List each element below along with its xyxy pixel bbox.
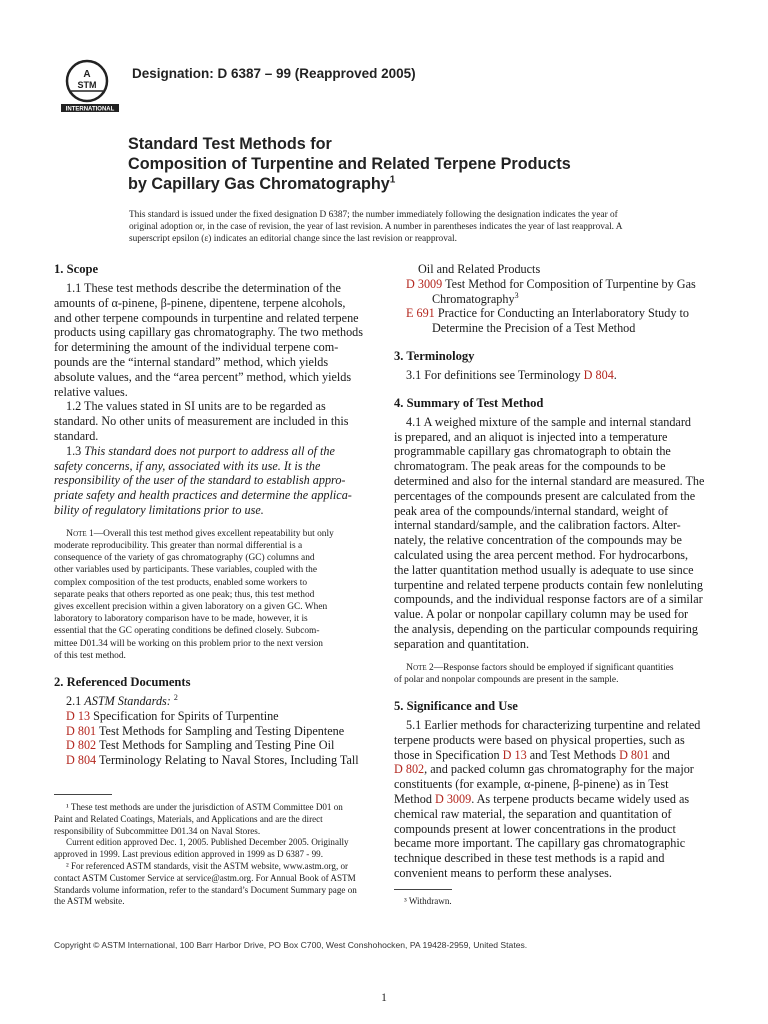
- paragraph-5-1: 5.1 Earlier methods for characterizing turpentine and related terpene products were based on physical properties, such as those in Specification D 13 and Test Methods D 801 and D 802, and packed column gas chromatography for the major constituents (for example, α-pinene, β-pinene) as in Test Method D 3009. As terpene products became widely used as chemical raw material, the separation and quantitation of compounds present at lower concentrations in the product became more important. The capillary gas chromatographic technique described in these test methods is a rapid and convenient means to perform these analyses.: [394, 717, 701, 880]
- reference-link-d13[interactable]: D 13: [66, 708, 91, 723]
- reference-link-d3009-sig[interactable]: D 3009: [434, 791, 472, 806]
- svg-text:INTERNATIONAL: INTERNATIONAL: [65, 106, 115, 113]
- astm-logo: [61, 57, 119, 117]
- title-line-1: Standard Test Methods for: [128, 135, 332, 153]
- reference-item: D 804 Terminology Relating to Naval Stores, Including Tall: [66, 753, 359, 768]
- copyright-notice: Copyright © ASTM International, 100 Barr Harbor Drive, PO Box C700, West Conshohocken, PA 19428-2959, United States.: [54, 940, 528, 950]
- page-number: 1: [381, 992, 387, 1004]
- reference-link-d802[interactable]: D 802: [66, 738, 97, 753]
- referenced-documents-list: [54, 694, 374, 768]
- title-line-2: Composition of Turpentine and Related Terpene Products: [128, 155, 571, 173]
- section-heading-summary: 4. Summary of Test Method: [394, 395, 544, 410]
- note-2: Note 2—Response factors should be employed if significant quantities of polar and nonpolar compounds are present in the sample.: [394, 661, 674, 685]
- section-heading-scope: 1. Scope: [54, 262, 99, 276]
- reference-link-d13-sig[interactable]: D 13: [502, 747, 527, 762]
- footnote-divider-right: [394, 889, 452, 890]
- section-heading-referenced-documents: 2. Referenced Documents: [54, 674, 191, 689]
- issue-note: This standard is issued under the fixed designation D 6387; the number immediately following the designation indicates the year of original adoption or, in the case of revision, the year of last revision. A number in parentheses indicates the year of last reapproval. A superscript epsilon (ε) indicates an editorial change since the last revision or reapproval.: [129, 210, 623, 245]
- document-title: [128, 134, 688, 194]
- designation: Designation: D 6387 – 99 (Reapproved 2005): [132, 66, 416, 81]
- title-line-3: by Capillary Gas Chromatography$^1$: [128, 174, 396, 193]
- reference-link-d804[interactable]: D 804: [66, 753, 97, 768]
- footnotes-left: ¹ These test methods are under the jurisdiction of ASTM Committee D01 on Paint and Related Coatings, Materials, and Applications and are the direct responsibility of Subcommittee D01.34 on Naval Stores. Current edition approved Dec. 1, 2005. Published December 2005. Originally approved in 1999. Last previous edition approved in 1999 as D 6387 - 99. ² For referenced ASTM standards, visit the ASTM website, www.astm.org, or contact ASTM Customer Service at service@astm.org. For Annual Book of ASTM Standards volume information, refer to the standard’s Document Summary page on the ASTM website.: [54, 802, 357, 907]
- reference-link-d804-terminology[interactable]: D 804: [583, 367, 614, 382]
- reference-item: D 802 Test Methods for Sampling and Testing Pine Oil: [66, 738, 335, 753]
- section-heading-terminology: 3. Terminology: [394, 348, 475, 363]
- reference-item: D 801 Test Methods for Sampling and Testing Dipentene: [66, 723, 345, 738]
- reference-link-d801-sig[interactable]: D 801: [619, 747, 650, 762]
- footnote-divider: [54, 794, 112, 795]
- paragraph-3-1: 3.1 For definitions see Terminology D 804.: [406, 367, 617, 382]
- paragraph-1-3: 1.3 This standard does not purport to address all of the safety concerns, if any, associated with its use. It is the responsibility of the user of the standard to establish appro- priate safety and health practices and determine the applica- bility of regulatory limitations prior to use.: [54, 443, 352, 517]
- reference-link-e691[interactable]: E 691: [406, 306, 435, 321]
- reference-item: D 3009 Test Method for Composition of Turpentine by Gas Chromatography$^3$: [406, 276, 696, 306]
- astm-standards-label: 2.1 ASTM Standards: $^2$: [66, 692, 178, 708]
- footnote-right: ³ Withdrawn.: [404, 896, 452, 906]
- svg-text:A: A: [83, 69, 91, 80]
- referenced-documents-continued: [394, 262, 712, 336]
- paragraph-1-1: 1.1 These test methods describe the determination of the amounts of α-pinene, β-pinene, dipentene, terpene alcohols, and other terpene compounds in turpentine and related terpene products using capillary gas chromatography. The two methods for determining the amount of the individual terpene com- pounds are the “internal standard” method, which yields absolute values, and the “area percent” method, which yields relative values.: [54, 281, 364, 399]
- reference-link-d3009[interactable]: D 3009: [406, 276, 443, 291]
- note-1: Note 1—Overall this test method gives excellent repeatability but only moderate reproducibility. This greater than normal differential is a consequence of the variety of gas chromatography (GC) columns and other variables used by participants. These variables, coupled with the complex composition of the test products, enabled some workers to separate peaks that others reported as one peak; thus, this test method gives excellent precision within a given laboratory on a given GC. When laboratory to laboratory comparison have to be made, however, it is essential that the GC operating conditions be defined closely. Subcom- mittee D01.34 will be working on this problem prior to the next version of this test method.: [54, 527, 334, 661]
- reference-link-d801[interactable]: D 801: [66, 723, 97, 738]
- paragraph-4-1: 4.1 A weighed mixture of the sample and internal standard is prepared, and an aliquot is injected into a temperature programmable capillary gas chromatograph to obtain the chromatogram. The peak areas for the compounds to be determined and also for the internal standard are measured. The percentages of the compounds present are calculated from the peak area of the compounds/internal standard, weight of internal standard/sample, and the calibration factors. Alter- nately, the relative concentration of the compounds may be calculated using the area percent method. For hydrocarbons, the latter quantitation method usually is adequate to use since turpentine and related terpene products contain few nonleluting compounds, and the individual response factors are of a similar value. A polar or nonpolar capillary column may be used for the analysis, depending on the particular compounds requiring separation and quantitation.: [394, 414, 705, 651]
- reference-link-d802-sig[interactable]: D 802: [394, 762, 425, 777]
- svg-text:STM: STM: [77, 80, 97, 90]
- reference-item: D 13 Specification for Spirits of Turpentine: [66, 708, 279, 723]
- reference-item: E 691 Practice for Conducting an Interlaboratory Study to Determine the Precision of a Test Method: [406, 306, 689, 336]
- section-heading-significance: 5. Significance and Use: [394, 698, 518, 713]
- right-column: [394, 262, 712, 881]
- reference-continued-text: Oil and Related Products: [418, 262, 541, 276]
- paragraph-1-2: 1.2 The values stated in SI units are to be regarded as standard. No other units of measurement are included in this standard.: [54, 399, 349, 443]
- left-column: [54, 262, 374, 768]
